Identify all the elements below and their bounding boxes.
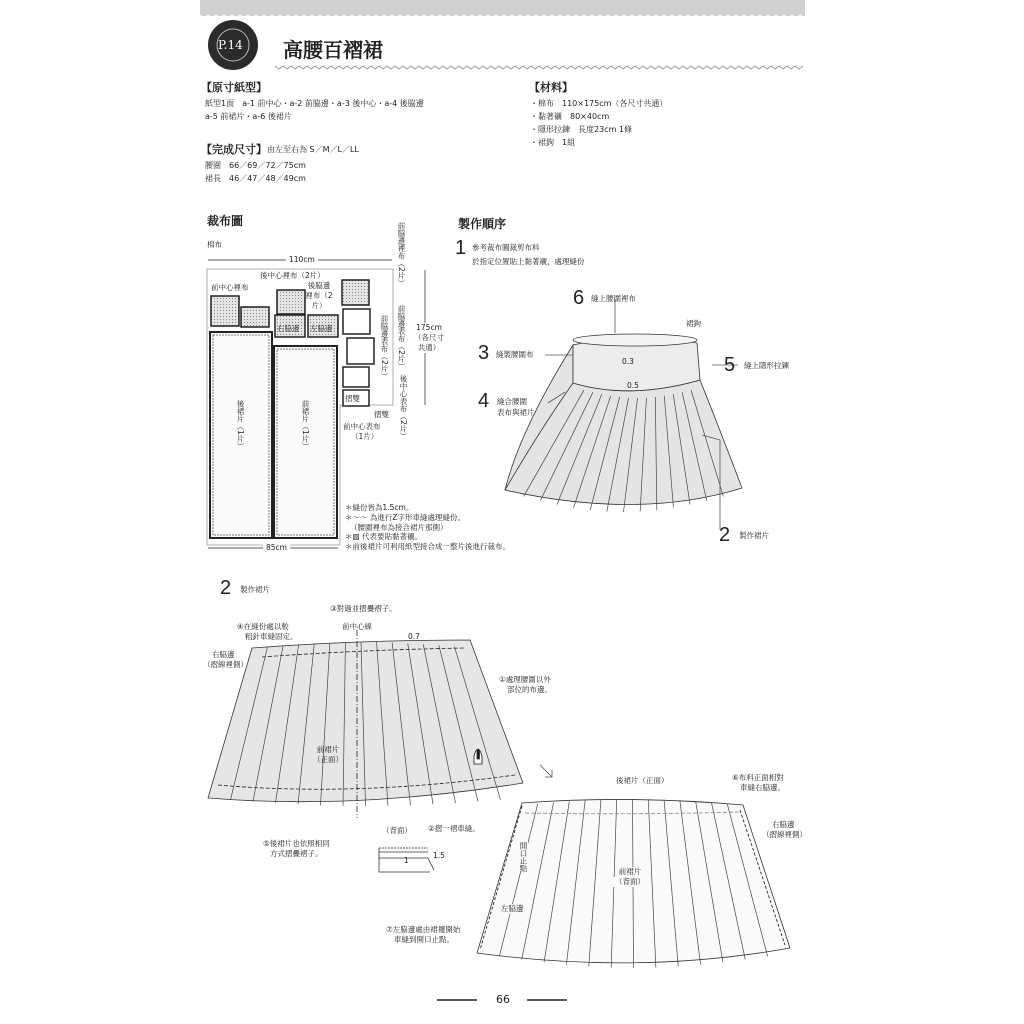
right-side-label: 右脇邊: [212, 650, 235, 659]
note-4: ④在縫份處以較: [237, 622, 289, 631]
step-number: 4: [478, 390, 490, 412]
right-side-label-b: 右脇邊: [772, 820, 795, 829]
center-line-label: 前中心線: [342, 622, 372, 631]
step-number: 2: [719, 524, 731, 546]
note-7b: 車縫到開口止點。: [394, 935, 454, 944]
label-front-side-outer: 前脇邊表布（2片）: [397, 305, 406, 370]
step-text: 表布與裙片: [497, 408, 535, 417]
top-band: [200, 0, 805, 16]
step-number: 6: [573, 287, 585, 309]
step2-title: 製作裙片: [240, 585, 270, 594]
dimension-0-3: 0.3: [622, 357, 634, 366]
note-6: ⑥布料正面相對: [732, 773, 784, 782]
label-front-side-outer-2: 前脇邊表布（2片）: [380, 315, 389, 380]
label-right-side: 右脇邊: [277, 324, 300, 333]
fabric-label: 棉布: [207, 240, 222, 249]
note-1b: 部位的布邊。: [507, 685, 552, 694]
label-left-side: 左脇邊: [310, 324, 333, 333]
front-skirt-back-label: 前裙片: [615, 867, 645, 877]
title-underline: [275, 66, 803, 69]
step-text: 參考裁布圖裁剪布料: [472, 243, 540, 252]
note-1: ①處理腰圍以外: [499, 675, 551, 684]
cutting-note: ＊▨ 代表要貼黏著襯。: [345, 532, 422, 541]
cutting-heading: 裁布圖: [207, 214, 244, 228]
note-5b: 方式摺疊褶子。: [270, 849, 323, 858]
hook-label: 裙鉤: [686, 319, 701, 328]
label-back-center-outer: 後中心表布（2片）: [399, 375, 408, 440]
right-side-label-b2: （摺線裡側）: [762, 830, 807, 839]
left-side-label: 左脇邊: [501, 904, 524, 913]
pattern-heading: 【原寸紙型】: [201, 81, 267, 94]
cutting-note: ＊前後裙片可利用紙型接合成一整片後進行裁布。: [345, 542, 510, 551]
front-skirt-label: 前裙片: [316, 745, 340, 754]
dimension-0-7: 0.7: [408, 632, 420, 641]
step-number: 5: [724, 354, 736, 376]
front-skirt-face: （正面）: [313, 755, 343, 764]
label-back-skirt: 後裙片（1片）: [236, 400, 245, 450]
page-badge: P.14: [218, 38, 243, 52]
dimension-1-5: 1.5: [433, 851, 445, 860]
label-front-center-outer: 前中心表布: [343, 422, 381, 431]
label-front-center-lining: 前中心裡布: [211, 283, 249, 292]
back-face-label: （背面）: [382, 826, 412, 835]
size-note: 由左至右為 S／M／L／LL: [267, 145, 359, 154]
size-line: 裙長 46／47／48／49cm: [205, 174, 306, 183]
back-skirt-front-label: 後裙片（正面）: [616, 776, 669, 785]
pattern-line: a-5 前裙片・a-6 後裙片: [205, 112, 292, 121]
front-skirt-back-face: （背面）: [610, 877, 650, 887]
material-item: ・裙鉤 1組: [530, 138, 576, 147]
width-85: 85cm: [263, 543, 290, 553]
skirt-illustration: [505, 300, 742, 530]
note-3: ③對過並摺疊褶子。: [330, 604, 397, 613]
step-text: 於指定位置貼上黏著襯，處理縫份: [472, 257, 585, 266]
pattern-line: 紙型1面 a-1 前中心・a-2 前脇邊・a-3 後中心・a-4 後脇邊: [205, 99, 424, 108]
label-front-side-lining: 前脇邊裡布（2片）: [397, 222, 406, 287]
material-item: ・黏著襯 80×40cm: [530, 112, 610, 121]
label-front-skirt: 前裙片（1片）: [301, 400, 310, 450]
material-item: ・隱形拉鍊 長度23cm 1條: [530, 125, 633, 134]
right-side-label-2: （摺線裡側）: [203, 660, 248, 669]
order-heading: 製作順序: [458, 217, 507, 231]
note-7: ⑦左脇邊處由裙襬開始: [386, 925, 461, 934]
label-back-side-lining: 後脇邊裡布（2片）: [305, 281, 333, 310]
material-item: ・棉布 110×175cm（各尺寸共通）: [530, 99, 668, 108]
cutting-note: ＊～～ 為進行Z字形車縫處理縫份。: [345, 513, 466, 522]
dimension-1: 1: [404, 856, 409, 865]
step-text: 縫上腰圍裡布: [591, 294, 636, 303]
dimension-0-5: 0.5: [627, 381, 639, 390]
step-text: 縫製腰圍布: [496, 350, 534, 359]
opening-stop-label: 開口止點: [519, 842, 528, 872]
label-fold: 摺雙: [374, 410, 389, 419]
front-skirt-diagram: [208, 630, 552, 872]
note-2: ②摺一褶車縫。: [428, 824, 480, 833]
note-4b: 粗針車縫固定。: [245, 632, 298, 641]
label-fold: 摺雙: [345, 394, 360, 403]
note-5: ⑤後裙片也依照相同: [263, 839, 330, 848]
step-number: 1: [455, 237, 467, 259]
length-175: 175cm（各尺寸共通）: [414, 323, 444, 352]
width-110: 110cm: [286, 255, 318, 265]
cutting-note: ＊縫份皆為1.5cm。: [345, 503, 414, 512]
cutting-note: （腰圍裡布為接合裙片那側）: [350, 523, 448, 532]
page-title: 高腰百褶裙: [283, 38, 383, 62]
step-text: 製作裙片: [739, 531, 769, 540]
size-heading: 【完成尺寸】: [201, 143, 267, 156]
label-back-center-lining: 後中心裡布（2片）: [260, 271, 325, 280]
label-front-center-outer-qty: （1片）: [351, 432, 379, 441]
size-line: 腰圍 66／69／72／75cm: [205, 161, 306, 170]
step-text: 縫上隱形拉鍊: [744, 361, 789, 370]
step2-number: 2: [220, 577, 232, 599]
step-number: 3: [478, 342, 490, 364]
page-number: 66: [496, 993, 510, 1006]
materials-heading: 【材料】: [529, 81, 573, 94]
step-text: 縫合腰圍: [497, 397, 527, 406]
note-6b: 車縫右脇邊。: [740, 783, 785, 792]
